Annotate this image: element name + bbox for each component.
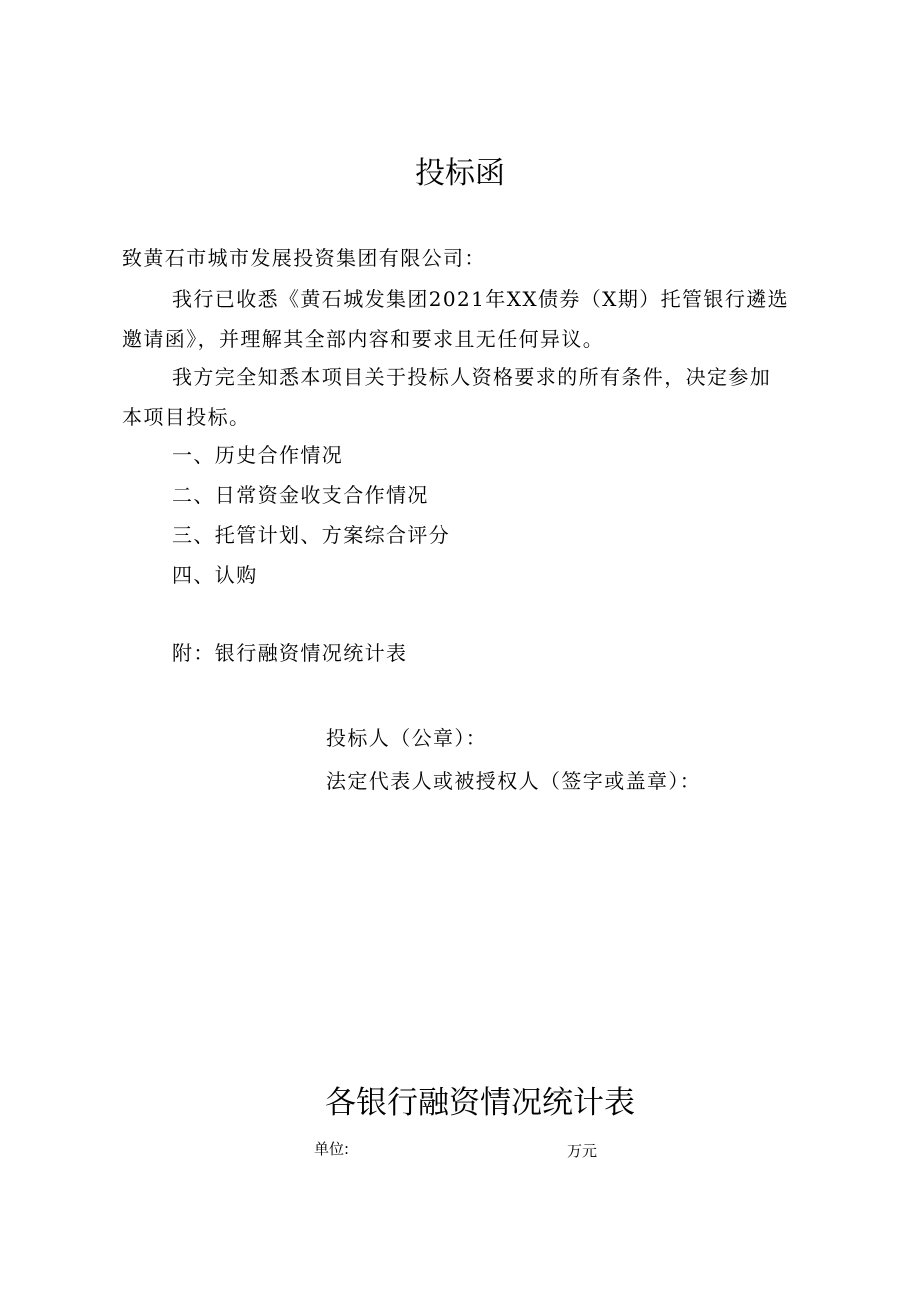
list-item: 一、历史合作情况 bbox=[172, 443, 344, 467]
bidder-seal-line: 投标人（公章）： bbox=[326, 726, 488, 750]
list-item: 三、托管计划、方案综合评分 bbox=[172, 523, 451, 547]
paragraph-2-line-2: 本项目投标。 bbox=[122, 405, 251, 429]
paragraph-2-line-1: 我方完全知悉本项目关于投标人资格要求的所有条件，决定参加 bbox=[172, 365, 772, 389]
attachment-note: 附：银行融资情况统计表 bbox=[172, 641, 408, 665]
table-title: 各银行融资情况统计表 bbox=[325, 1085, 635, 1121]
unit-value: 万元 bbox=[567, 1142, 598, 1160]
list-item: 四、认购 bbox=[172, 563, 258, 587]
letter-title: 投标函 bbox=[415, 156, 505, 191]
representative-signature-line: 法定代表人或被授权人（签字或盖章）： bbox=[326, 769, 702, 793]
unit-label: 单位: bbox=[314, 1140, 350, 1158]
list-item: 二、日常资金收支合作情况 bbox=[172, 483, 429, 507]
salutation: 致黄石市城市发展投资集团有限公司： bbox=[122, 246, 486, 270]
paragraph-1-line-2: 邀请函》，并理解其全部内容和要求且无任何异议。 bbox=[122, 327, 605, 351]
paragraph-1-line-1: 我行已收悉《黄石城发集团2021年XX债券（X期）托管银行遴选 bbox=[172, 287, 790, 311]
